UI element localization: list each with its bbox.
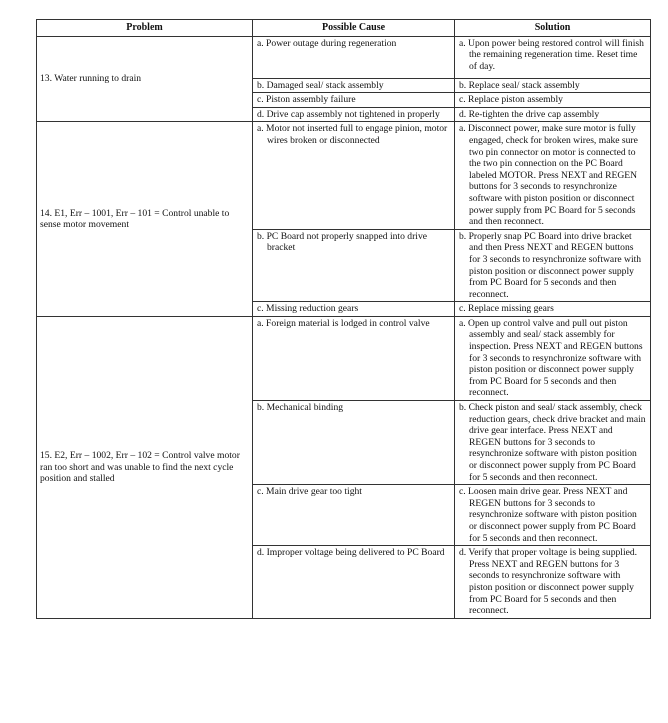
solution-13c: c. Replace piston assembly <box>459 94 563 106</box>
troubleshooting-table <box>36 19 651 619</box>
cause-13b: b. Damaged seal/ stack assembly <box>257 79 384 91</box>
table-row <box>37 36 651 78</box>
cause-13c: c. Piston assembly failure <box>257 94 356 106</box>
cause-15c: c. Main drive gear too tight <box>257 486 362 498</box>
solution-cell <box>455 78 651 93</box>
cause-cell <box>253 485 455 546</box>
solution-cell <box>455 546 651 619</box>
header-row <box>37 20 651 37</box>
cause-cell <box>253 107 455 122</box>
cause-cell <box>253 302 455 317</box>
cause-13d: d. Drive cap assembly not tightened in properly <box>257 108 440 120</box>
problem-13-text: 13. Water running to drain <box>40 73 142 85</box>
solution-13a: a. Upon power being restored control will finish the remaining regeneration time. Reset time of day. <box>459 37 644 72</box>
solution-cell <box>455 36 651 78</box>
solution-cell <box>455 122 651 229</box>
solution-13b: b. Replace seal/ stack assembly <box>459 79 580 91</box>
cause-cell <box>253 401 455 485</box>
solution-cell <box>455 93 651 108</box>
cause-cell <box>253 122 455 229</box>
solution-14a: a. Disconnect power, make sure motor is fully engaged, check for broken wires, make sure two pin connector on motor is connected to the two pin connection on the PC Board labeled MOTOR. Press NEXT and REGEN buttons for 3 seconds to resynchronize software with piston position or disconnect power supply from PC Board for 5 seconds and then reconnect. <box>459 123 638 228</box>
solution-cell <box>455 401 651 485</box>
solution-cell <box>455 107 651 122</box>
problem-15-cell <box>37 316 253 618</box>
cause-14c: c. Missing reduction gears <box>257 303 359 315</box>
cause-cell <box>253 78 455 93</box>
cause-15d: d. Improper voltage being delivered to PC Board <box>257 547 445 559</box>
cause-cell <box>253 316 455 400</box>
problem-14-text: 14. E1, Err – 1001, Err – 101 = Control unable to sense motor movement <box>40 207 230 231</box>
problem-14-cell <box>37 122 253 317</box>
table-row <box>37 122 651 229</box>
solution-cell <box>455 229 651 302</box>
solution-cell <box>455 485 651 546</box>
problem-15-text: 15. E2, Err – 1002, Err – 102 = Control valve motor ran too short and was unable to find the next cycle position and stalled <box>40 449 240 485</box>
header-possible-cause: Possible Cause <box>253 20 455 37</box>
solution-14b: b. Properly snap PC Board into drive bracket and then Press NEXT and REGEN buttons for 3 seconds to resynchronize software with piston position or disconnect power supply from PC Board for 5 seconds and then reconnect. <box>459 230 642 300</box>
solution-15b: b. Check piston and seal/ stack assembly, check reduction gears, check drive bracket and main drive gear interface. Press NEXT and REGEN buttons for 3 seconds to resynchronize software with piston position or disconnect power supply from PC Board for 5 seconds and then reconnect. <box>459 402 646 483</box>
solution-cell <box>455 316 651 400</box>
troubleshooting-sheet <box>36 19 650 619</box>
cause-cell <box>253 229 455 302</box>
cause-14a: a. Motor not inserted full to engage pinion, motor wires broken or disconnected <box>257 123 448 146</box>
solution-15c: c. Loosen main drive gear. Press NEXT and REGEN buttons for 3 seconds to resynchronize software with piston position or disconnect power supply from PC Board for 5 seconds and then reconnect. <box>459 486 637 544</box>
solution-14c: c. Replace missing gears <box>459 303 554 315</box>
cause-cell <box>253 546 455 619</box>
solution-15a: a. Open up control valve and pull out piston assembly and seal/ stack assembly for inspection. Press NEXT and REGEN buttons for 3 seconds to resynchronize software with piston position or disconnect power supply from PC Board for 5 seconds and then reconnect. <box>459 317 643 399</box>
header-problem: Problem <box>37 20 253 37</box>
cause-14b: b. PC Board not properly snapped into drive bracket <box>257 230 427 254</box>
cause-15a: a. Foreign material is lodged in control valve <box>257 317 430 329</box>
solution-13d: d. Re-tighten the drive cap assembly <box>459 108 600 120</box>
cause-cell <box>253 36 455 78</box>
table-row <box>37 316 651 400</box>
header-solution: Solution <box>455 20 651 37</box>
solution-15d: d. Verify that proper voltage is being supplied. Press NEXT and REGEN buttons for 3 seconds to resynchronize software with piston position or disconnect power supply from PC Board for 5 seconds and then reconnect. <box>459 547 638 617</box>
cause-13a: a. Power outage during regeneration <box>257 37 397 49</box>
cause-cell <box>253 93 455 108</box>
solution-cell <box>455 302 651 317</box>
problem-13-cell <box>37 36 253 122</box>
cause-15b: b. Mechanical binding <box>257 402 344 414</box>
